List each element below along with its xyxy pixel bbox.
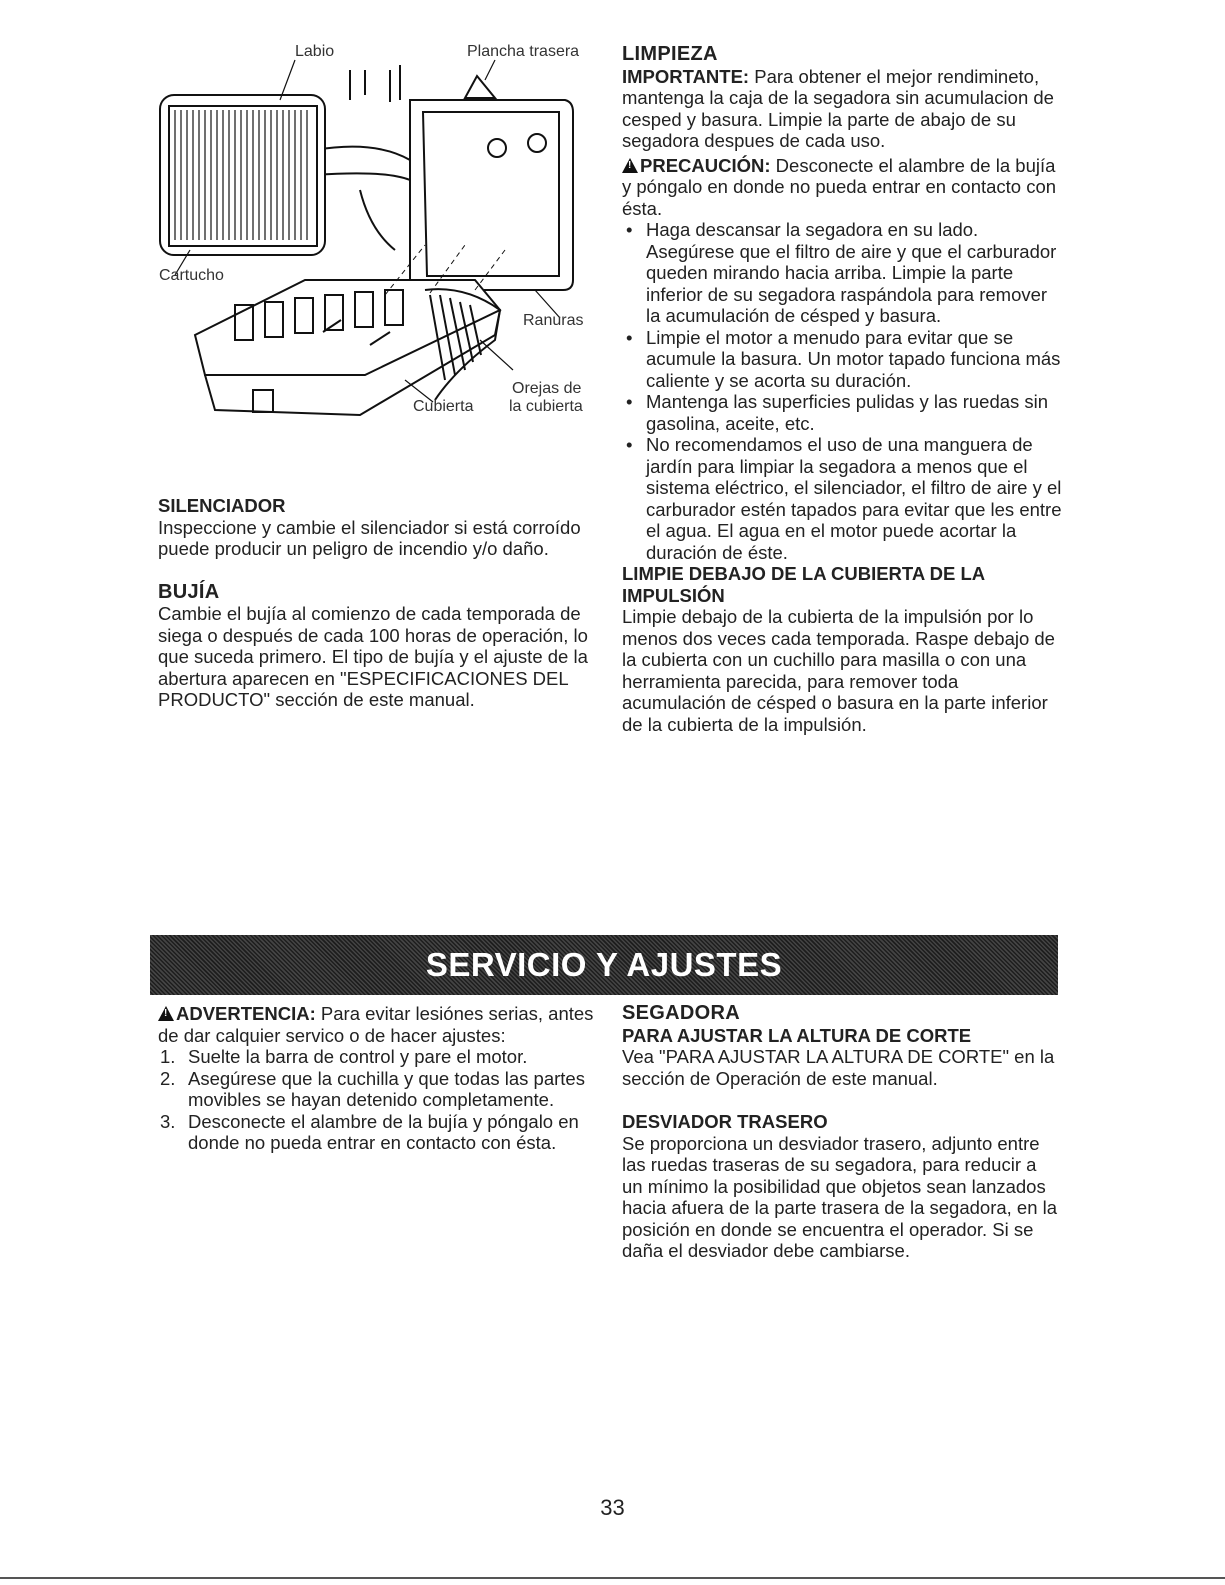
step-text: Asegúrese que la cuchilla y que todas las partes movibles se hayan detenido completamente. — [188, 1067, 585, 1110]
altura-heading: PARA AJUSTAR LA ALTURA DE CORTE — [622, 1024, 972, 1046]
bujia-heading: BUJÍA — [158, 580, 220, 603]
left-column-bottom — [158, 1003, 598, 1154]
list-item: • Haga descansar la segadora en su lado. Asegúrese que el filtro de aire y que el carburador queden mirando hacia arriba. Limpie la parte inferior de su segadora raspándola para remover la acumulación de césped y basura. — [622, 219, 1062, 327]
altura-body: Vea "PARA AJUSTAR LA ALTURA DE CORTE" en la sección de Operación de este manual. — [622, 1046, 1055, 1089]
precaucion-text: Desconecte el alambre de la bujía y póngalo en donde no pueda entrar en contacto con ésta. — [622, 154, 1057, 219]
precaucion-label: PRECAUCIÓN: — [640, 154, 771, 176]
bottom-rule — [0, 1577, 1225, 1579]
importante-label: IMPORTANTE: — [622, 65, 750, 87]
silenciador-body: Inspeccione y cambie el silenciador si está corroído puede producir un peligro de incendio y/o daño. — [158, 516, 581, 559]
banner-title: SERVICIO Y AJUSTES — [425, 946, 783, 983]
list-item — [158, 1068, 598, 1111]
step-number: 1. — [160, 1046, 176, 1067]
list-item: • Mantenga las superficies pulidas y las ruedas sin gasolina, aceite, etc. — [622, 391, 1062, 434]
limpie-debajo-body: Limpie debajo de la cubierta de la impulsión por lo menos dos veces cada temporada. Raspe debajo de la cubierta con un cuchillo para masilla o con una herramienta parecida, para remover toda acumulación de césped o basura en la parte inferior de la cubierta de la impulsión. — [622, 606, 1055, 735]
segadora-heading: SEGADORA — [622, 1002, 740, 1024]
list-item: • No recomendamos el uso de una manguera de jardín para limpiar la segadora a menos que el sistema eléctrico, el silenciador, el filtro de aire y el carburador estén tapados para evitar que les entre el agua. El agua en el motor puede acortar la duración de éste. — [622, 434, 1062, 563]
label-orejas-de: Orejas de — [512, 380, 582, 397]
label-la-cubierta: la cubierta — [509, 398, 583, 415]
importante-paragraph — [622, 66, 1062, 152]
importante-text: Para obtener el mejor rendimineto, mantenga la caja de la segadora sin acumulacion de cesped y basura. Limpie la parte de abajo de su segadora despues de cada uso. — [622, 65, 1054, 151]
label-ranuras: Ranuras — [523, 312, 584, 329]
silenciador-heading: SILENCIADOR — [158, 495, 286, 516]
label-plancha-trasera: Plancha trasera — [467, 43, 580, 60]
label-labio: Labio — [295, 43, 335, 60]
section-banner — [150, 935, 1058, 995]
warning-triangle-icon — [158, 1006, 174, 1021]
list-item — [158, 1046, 598, 1068]
right-column-bottom — [622, 1003, 1062, 1262]
left-column-top — [158, 495, 598, 711]
advertencia-steps — [158, 1046, 598, 1154]
step-text: Suelte la barra de control y pare el motor. — [188, 1046, 528, 1067]
list-item — [158, 1111, 598, 1154]
label-cartucho: Cartucho — [159, 267, 224, 284]
advertencia-text: Para evitar lesiónes serias, antes de dar calquier servico o de hacer ajustes: — [158, 1003, 594, 1046]
step-number: 3. — [160, 1110, 176, 1132]
air-filter-illustration — [155, 40, 605, 430]
advertencia-paragraph — [158, 1003, 598, 1046]
precaucion-paragraph — [622, 155, 1062, 220]
bujia-body: Cambie el bujía al comienzo de cada temporada de siega o después de cada 100 horas de operación, lo que suceda primero. El tipo de bujía y el ajuste de la abertura aparecen en "ESPECIFICACIONES DEL PRODUCTO" sección de este manual. — [158, 603, 588, 710]
advertencia-label: ADVERTENCIA: — [176, 1003, 316, 1024]
list-item: • Limpie el motor a menudo para evitar que se acumule la basura. Un motor tapado funciona más caliente y se acorta su duración. — [622, 327, 1062, 392]
desviador-body: Se proporciona un desviador trasero, adjunto entre las ruedas traseras de su segadora, para reducir a un mínimo la posibilidad que objetos sean lanzados hacia afuera de la parte trasera de la segadora, en la posición en donde se encuentra el operador. Si se daña el desviador debe cambiarse. — [622, 1132, 1058, 1261]
step-text: Desconecte el alambre de la bujía y póngalo en donde no pueda entrar en contacto con ésta. — [188, 1110, 579, 1153]
page-number: 33 — [600, 1495, 625, 1520]
label-cubierta: Cubierta — [413, 398, 474, 415]
limpie-debajo-heading: LIMPIE DEBAJO DE LA CUBIERTA DE LA IMPULSIÓN — [622, 563, 985, 606]
desviador-heading: DESVIADOR TRASERO — [622, 1111, 828, 1132]
right-column-top — [622, 44, 1062, 735]
air-filter-figure — [155, 40, 605, 430]
warning-triangle-icon — [622, 158, 638, 173]
limpieza-heading: LIMPIEZA — [622, 43, 718, 65]
step-number: 2. — [160, 1067, 176, 1089]
limpieza-bullet-list — [622, 219, 1062, 563]
